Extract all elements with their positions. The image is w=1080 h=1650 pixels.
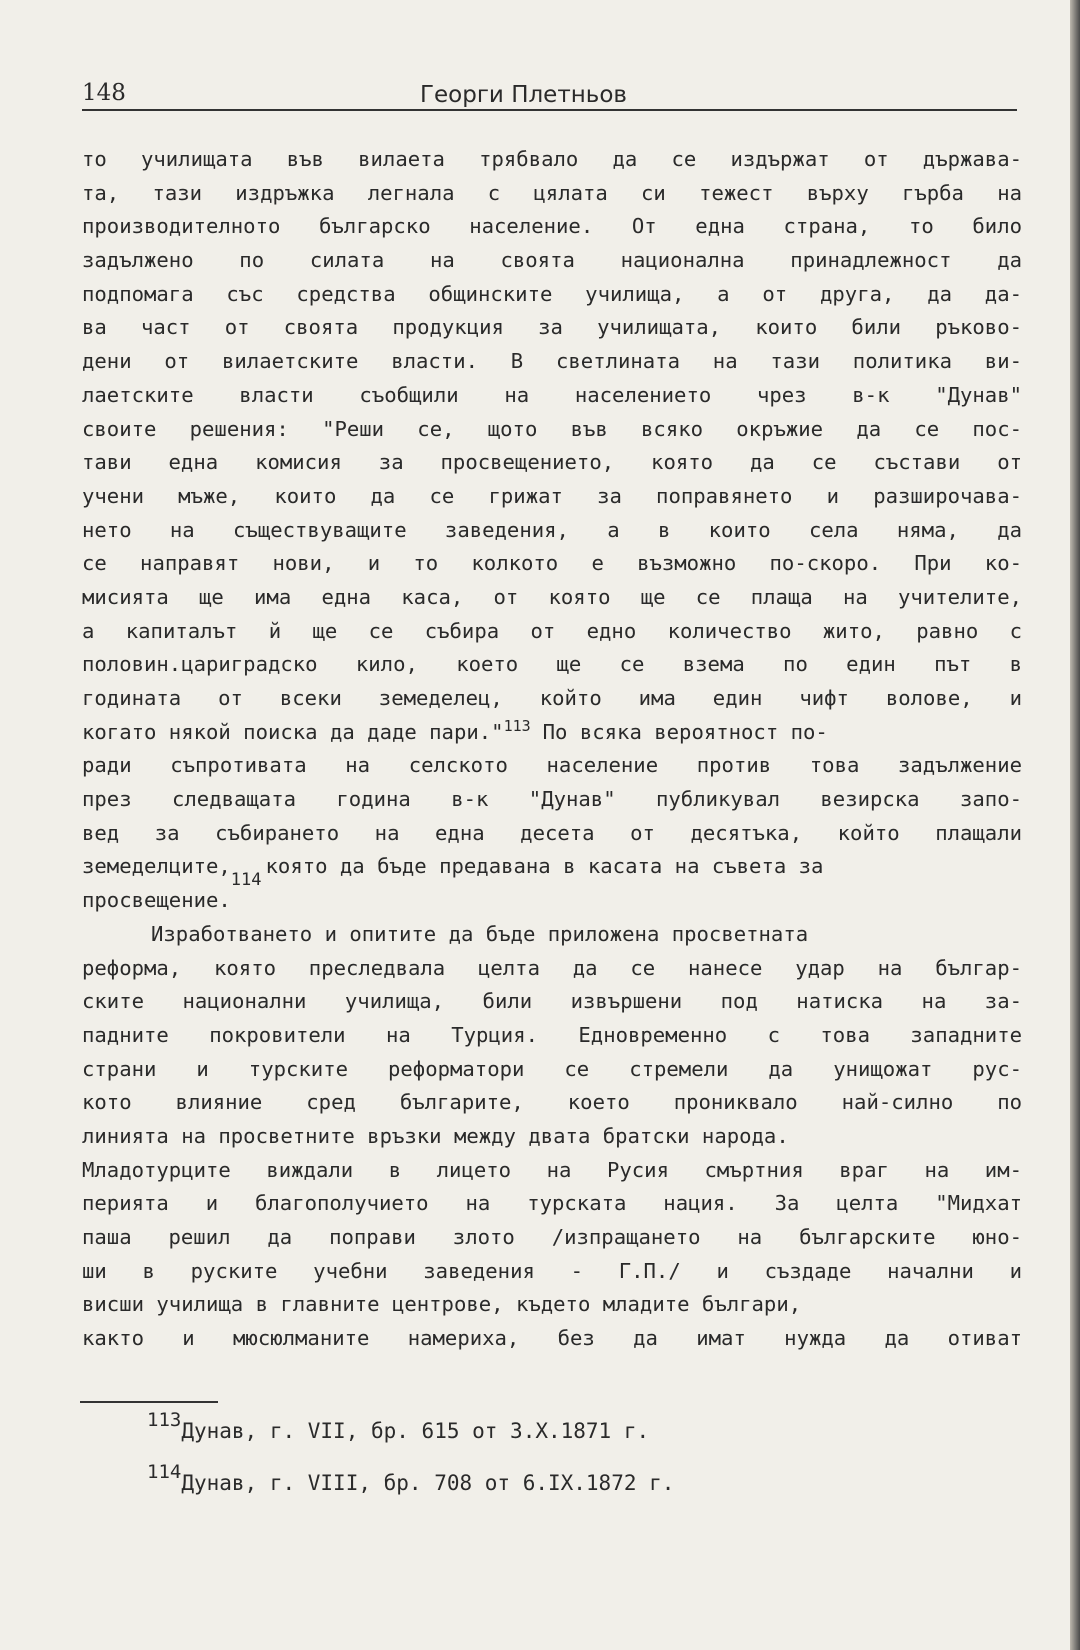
text-line: а капиталът й ще се събира от едно количество жито, равно с bbox=[82, 618, 1022, 643]
text-line: половин.цариградско кило, което ще се взема по един път в bbox=[82, 652, 1022, 677]
footnote-114 bbox=[147, 1457, 674, 1509]
text-line: просвещение. bbox=[82, 888, 231, 913]
text-fragment: По всяка вероятност по- bbox=[542, 719, 828, 744]
footnote-ref-114[interactable]: 114 bbox=[230, 870, 262, 891]
text-line: паша решил да поправи злото /изпращането на българските юно- bbox=[82, 1225, 1022, 1249]
text-line: нето на съществуващите заведения, а в които села няма, да bbox=[82, 517, 1022, 542]
text-line: ради съпротивата на селското население против това задължение bbox=[82, 753, 1022, 778]
text-line: годината от всеки земеделец, който има един чифт волове, и bbox=[82, 686, 1022, 710]
text-line: линията на просветните връзки между двата братски народа. bbox=[82, 1123, 789, 1148]
text-line: перията и благополучието на турската нация. За целта "Мидхат bbox=[82, 1191, 1022, 1216]
text-line: своите решения: "Реши се, щото във всяко окръжие да се пос- bbox=[82, 416, 1022, 441]
footnote-text: Дунав, г. VII, бр. 615 от 3.X.1871 г. bbox=[181, 1419, 650, 1443]
text-line: то училищата във вилаета трябвало да се издържат от държава- bbox=[82, 147, 1022, 171]
text-line: реформа, която преследвала целта да се нанесе удар на българ- bbox=[82, 955, 1022, 980]
footnote-number: 114 bbox=[147, 1461, 182, 1483]
text-fragment: когато някой поиска да даде пари." bbox=[82, 719, 504, 744]
footnote-text: Дунав, г. VIII, бр. 708 от 6.IX.1872 г. bbox=[181, 1471, 675, 1495]
text-line: както и мюсюлманите намериха, без да имат нужда да отиват bbox=[82, 1326, 1022, 1351]
text-fragment: която да бъде предавана в касата на съвета за bbox=[265, 854, 824, 879]
text-fragment: земеделците, bbox=[82, 854, 231, 879]
text-line: лаетските власти съобщили на населението чрез в-к "Дунав" bbox=[82, 382, 1022, 407]
page-header bbox=[82, 78, 1017, 112]
text-line: вед за събирането на една десета от десятъка, който плащали bbox=[82, 820, 1022, 845]
text-line: висши училища в главните центрове, където младите българи, bbox=[82, 1292, 802, 1317]
page-number: 148 bbox=[82, 80, 126, 106]
text-line: ши в руските учебни заведения - Г.П./ и създаде начални и bbox=[82, 1258, 1022, 1283]
header-rule bbox=[82, 109, 1017, 111]
text-line: кото влияние сред българите, което прониквало най-силно по bbox=[82, 1090, 1022, 1115]
text-line: задължено по силата на своята национална принадлежност да bbox=[82, 248, 1022, 273]
text-line: подпомага със средства общинските училища, а от друга, да да- bbox=[82, 281, 1022, 306]
text-line: се направят нови, и то колкото е възможно по-скоро. При ко- bbox=[82, 551, 1022, 576]
text-line: та, тази издръжка легнала с цялата си тежест върху гърба на bbox=[82, 180, 1022, 205]
text-line: Младотурците виждали в лицето на Русия смъртния враг на им- bbox=[82, 1157, 1022, 1182]
text-line: падните покровители на Турция. Едновременно с това западните bbox=[82, 1022, 1022, 1047]
text-line: ските национални училища, били извършени под натиска на за- bbox=[82, 989, 1022, 1014]
footnote-rule bbox=[80, 1401, 218, 1403]
text-line: дени от вилаетските власти. В светлината на тази политика ви- bbox=[82, 349, 1022, 374]
text-line: през следващата година в-к "Дунав" публикувал везирска запо- bbox=[82, 787, 1022, 812]
text-line: учени мъже, които да се грижат за поправянето и разширочава- bbox=[82, 483, 1022, 508]
page-edge-shadow bbox=[1070, 0, 1080, 1650]
text-line-with-note bbox=[82, 716, 1022, 750]
text-line: производителното българско население. От една страна, то било bbox=[82, 214, 1022, 239]
text-line: страни и турските реформатори се стремели да унищожат рус- bbox=[82, 1056, 1022, 1081]
footnote-113 bbox=[147, 1405, 674, 1457]
text-line: ва част от своята продукция за училищата, които били ръково- bbox=[82, 315, 1022, 340]
text-line: тави една комисия за просвещението, която да се състави от bbox=[82, 450, 1022, 475]
running-title: Георги Плетньов bbox=[420, 82, 627, 108]
paragraph-start-line: Изработването и опитите да бъде приложена просветната bbox=[151, 921, 809, 946]
text-line: мисията ще има една каса, от която ще се плаща на учителите, bbox=[82, 584, 1022, 609]
body-text bbox=[82, 143, 1022, 1356]
footnote-number: 113 bbox=[147, 1409, 182, 1431]
footnotes bbox=[147, 1405, 674, 1509]
footnote-ref-113[interactable]: 113 bbox=[503, 716, 531, 735]
text-line-with-note bbox=[82, 850, 1022, 891]
